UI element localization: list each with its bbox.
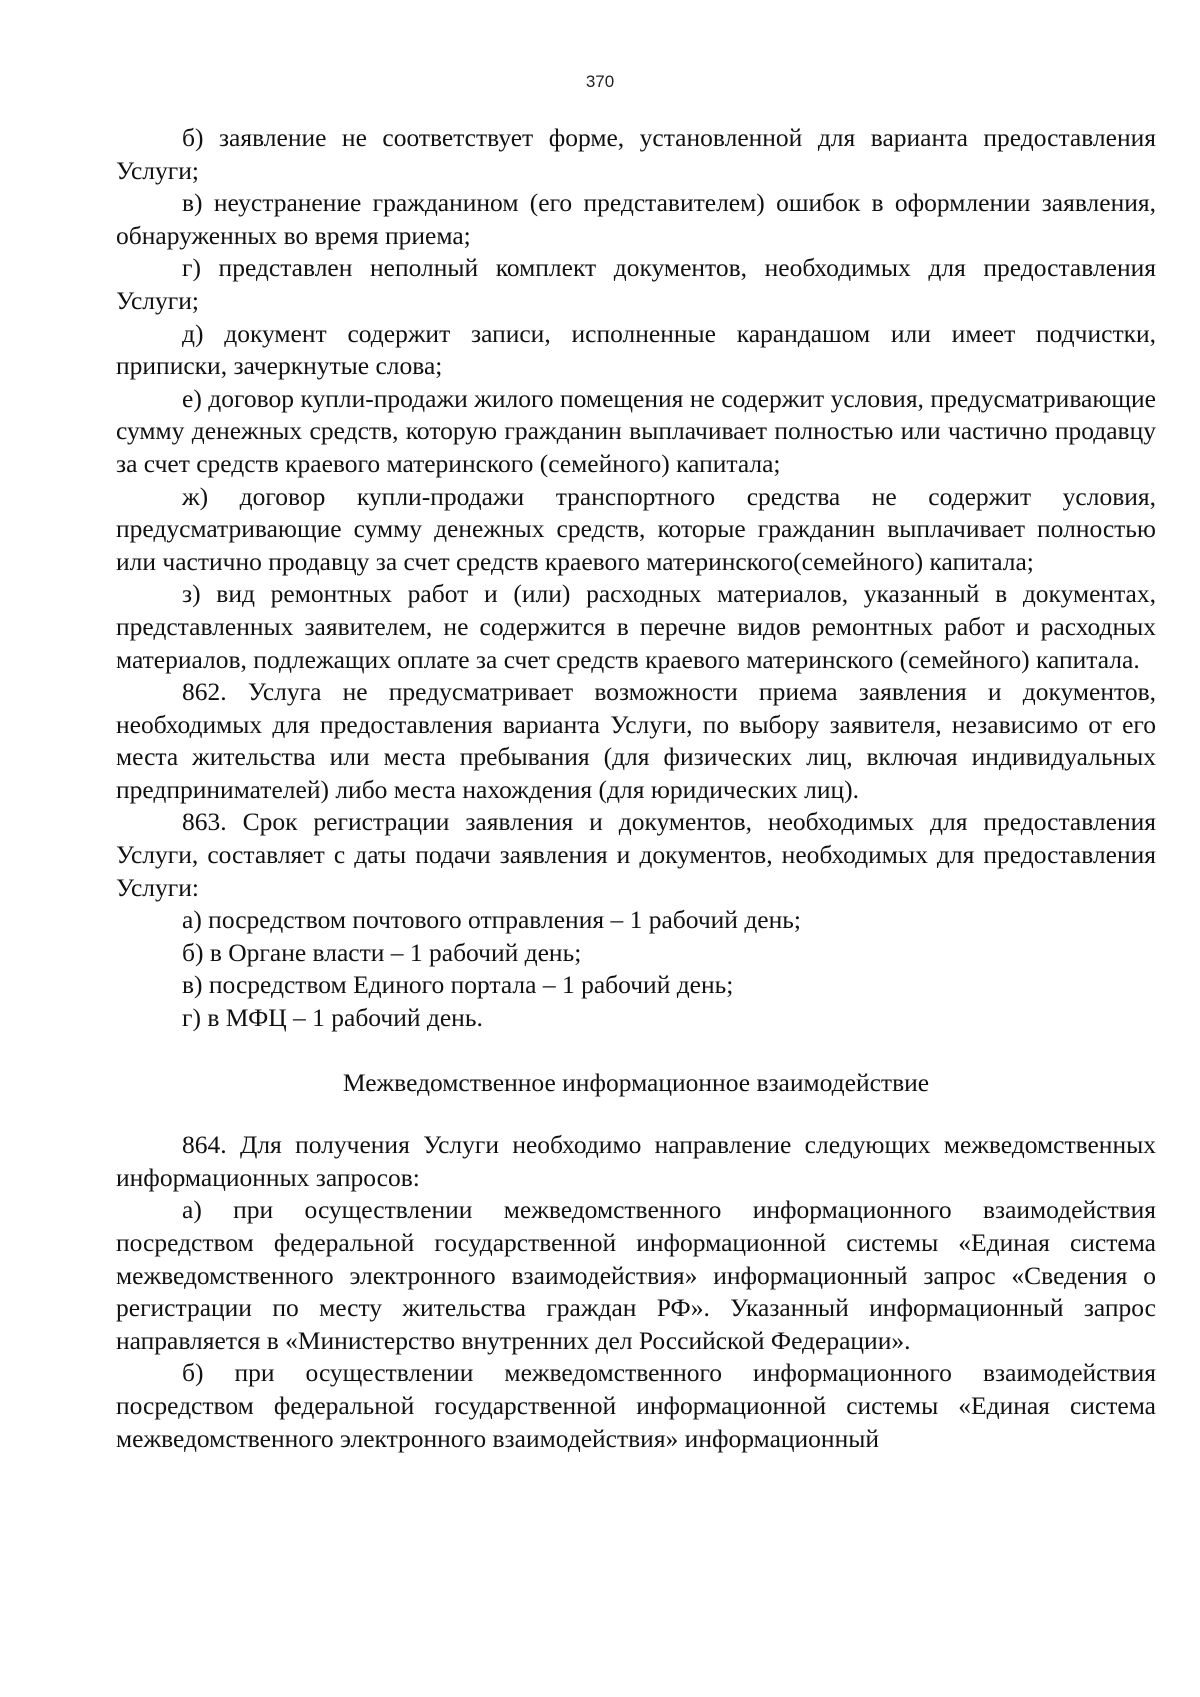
list-item-v-portal: в) посредством Единого портала – 1 рабочий день; [182,970,734,1000]
paragraph-e-housing-contract: е) договор купли-продажи жилого помещения не содержит условия, предусматривающие сумму денежных средств, которую гражданин выплачивает полностью или частично продавцу за счет средств краевого материнского (семейного) капитала; [116,383,1156,478]
section-heading: Межведомственное информационное взаимодействие [342,1067,930,1097]
paragraph-864: 864. Для получения Услуги необходимо направление следующих межведомственных информационных запросов: [116,1130,1156,1192]
list-item-a-postal: а) посредством почтового отправления – 1 рабочий день; [182,905,801,935]
paragraph-v-uncorrected-errors: в) неустранение гражданином (его представителем) ошибок в оформлении заявления, обнаруженных во время приема; [116,188,1156,250]
document-body [116,122,1156,1455]
paragraph-z-repair-works: з) вид ремонтных работ и (или) расходных материалов, указанный в документах, представленных заявителем, не содержится в перечне видов ремонтных работ и расходных материалов, подлежащих оплате за счет средств краевого материнского (семейного) капитала. [116,579,1156,674]
list-item-g-mfc: г) в МФЦ – 1 рабочий день. [182,1003,483,1033]
page-number: 370 [585,72,615,91]
paragraph-864-b: б) при осуществлении межведомственного информационного взаимодействия посредством федеральной государственной информационной системы «Единая система межведомственного электронного взаимодействия» информационный [116,1358,1156,1453]
paragraph-862: 862. Услуга не предусматривает возможности приема заявления и документов, необходимых для предоставления варианта Услуги, по выбору заявителя, независимо от его места жительства или места пребывания (для физических лиц, включая индивидуальных предпринимателей) либо места нахождения (для юридических лиц). [116,677,1156,804]
list-item-b-authority: б) в Органе власти – 1 рабочий день; [182,937,582,967]
paragraph-g-incomplete-documents: г) представлен неполный комплект документов, необходимых для предоставления Услуги; [116,253,1156,315]
paragraph-b-form-mismatch: б) заявление не соответствует форме, установленной для варианта предоставления Услуги; [116,123,1156,185]
paragraph-d-pencil-records: д) документ содержит записи, исполненные карандашом или имеет подчистки, приписки, зачеркнутые слова; [116,318,1156,381]
paragraph-863: 863. Срок регистрации заявления и документов, необходимых для предоставления Услуги, составляет с даты подачи заявления и документов, необходимых для предоставления Услуги: [116,807,1156,902]
paragraph-zh-vehicle-contract: ж) договор купли-продажи транспортного средства не содержит условия, предусматривающие сумму денежных средств, которые гражданин выплачивает полностью или частично продавцу за счет средств краевого материнского(семейного) капитала; [116,481,1156,576]
paragraph-864-a: а) при осуществлении межведомственного информационного взаимодействия посредством федеральной государственной информационной системы «Единая система межведомственного электронного взаимодействия» информационный запрос «Сведения о регистрации по месту жительства граждан РФ». Указанный информационный запрос направляется в «Министерство внутренних дел Российской Федерации». [116,1195,1156,1355]
